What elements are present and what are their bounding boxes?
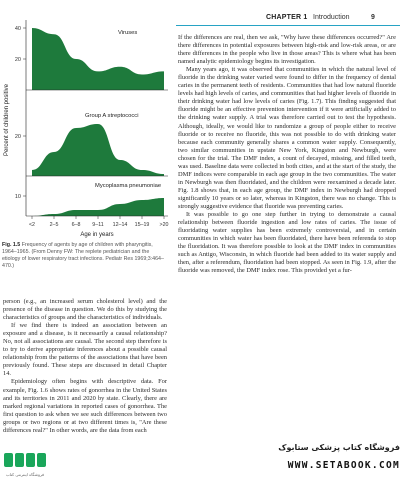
setabook-logo bbox=[2, 450, 48, 480]
area-chart bbox=[0, 0, 172, 242]
right-column bbox=[178, 34, 396, 275]
y-tick-label: 20 bbox=[14, 57, 21, 63]
area-series bbox=[32, 198, 164, 216]
paragraph: It was possible to go one step further in trying to demonstrate a causal relationship between fluoride ingestion and low rates of caries. The issue of fluoridating water supplies has been extremely controversial, and in certain communities in which water has been fluoridated, there have been referenda to stop the fluoridation. It was therefore possible to look at the DMF index in communities such as Antigo, Wisconsin, in which fluoride had been added to its water supply and then, after a referendum, fluoridation had been stopped. As seen in Fig. 1.9, after the fluoride was removed, the DMF index rose. This provided yet a fur- bbox=[178, 211, 396, 275]
series-label: Mycoplasma pneumoniae bbox=[95, 183, 162, 189]
logo-subtitle: فروشگاه اینترنتی کتاب bbox=[5, 472, 45, 477]
brand-url: WWW.SETABOOK.COM bbox=[287, 460, 400, 471]
paragraph: If the differences are real, then we ask, "Why have these differences occurred?" Are there differences in potential exposures between high-risk and low-risk areas, or are there differences in the people who live in those areas? This is where what has been named analytic epidemiology begins its investigation. bbox=[178, 34, 396, 66]
left-column bbox=[3, 298, 167, 435]
x-tick-label: 15–19 bbox=[134, 222, 150, 228]
x-tick-label: <2 bbox=[28, 222, 36, 228]
series-label: Viruses bbox=[118, 30, 138, 36]
x-tick-label: 6–8 bbox=[71, 222, 81, 228]
x-tick-label: 12–14 bbox=[112, 222, 128, 228]
chapter-label: CHAPTER 1 bbox=[266, 14, 308, 21]
y-tick-label: 40 bbox=[14, 26, 21, 32]
page-number: 9 bbox=[371, 14, 375, 21]
x-tick-label: >20 bbox=[159, 222, 169, 228]
figure-caption bbox=[2, 242, 167, 270]
area-series bbox=[32, 124, 164, 176]
y-tick-label: 10 bbox=[14, 194, 21, 200]
header-rule bbox=[176, 25, 400, 26]
paragraph: Many years ago, it was observed that communities in which the natural level of fluoride in the drinking water varied were found to differ in the frequency of dental caries in the permanent teeth of residents. Communities that had low natural fluoride levels had high levels of caries, and communities that had higher levels of fluoride in their drinking water had low levels of caries (Fig. 1.7). This finding suggested that fluoride might be an effective prevention intervention if it were artificially added to the drinking water supply. A trial was therefore carried out to test the hypothesis. Although, ideally, we would like to randomize a group of people either to receive fluoride or to receive no fluoride, this was not possible to do with drinking water because each community generally shares a common water supply. Consequently, two similar communities in upstate New York, Kingston and Newburgh, were chosen for the trial. The DMF index, a count of decayed, missing, and filled teeth, was used. Baseline data were collected in both cities, and at the start of the study, the DMF indices were comparable in each age group in the two communities. The water in Newburgh was then fluoridated, and the children were reexamined a decade later. Fig. 1.8 shows that, in each age group, the DMF index in Newburgh had dropped significantly 10 years or so later, whereas in Kingston, there was no change. This is strongly suggestive evidence that fluoride was preventing caries. bbox=[178, 66, 396, 210]
paragraph: Epidemiology often begins with descriptive data. For example, Fig. 1.6 shows rates of gonorrhea in the United States and its territories in 2011 and 2020 by state. Clearly, there are marked regional variations in reported cases of gonorrhea. The first question to ask when we see such differences between two groups or two regions or at two different times is, "Are these differences real?" In other words, are the data from each bbox=[3, 378, 167, 434]
figure-caption-text: Frequency of agents by age of children with pharyngitis, 1964–1965. (From Denny FW: The replete pediatrician and the etiology of lower respiratory tract infections. Pediatr Res 1969;3:464–470.) bbox=[2, 242, 164, 269]
x-tick-label: 2–5 bbox=[49, 222, 59, 228]
x-axis-title: Age in years bbox=[80, 232, 114, 238]
x-tick-label: 9–11 bbox=[92, 222, 104, 228]
paragraph: person (e.g., an increased serum cholesterol level) and the presence of the disease in question. We do this by studying the characteristics of groups and the characteristics of individuals. bbox=[3, 298, 167, 322]
brand-persian-text: فروشگاه کتاب پزشکی ستابوک bbox=[278, 443, 400, 452]
figure-1-5 bbox=[0, 0, 172, 242]
y-axis-title: Percent of children positive bbox=[4, 83, 10, 157]
area-series bbox=[32, 28, 164, 90]
y-tick-label: 20 bbox=[14, 134, 21, 140]
figure-label: Fig. 1.5 bbox=[2, 242, 21, 248]
series-label: Group A streptococci bbox=[85, 113, 139, 119]
paragraph: If we find there is indeed an association between an exposure and a disease, is it necessarily a causal relationship? No, not all associations are causal. The second step therefore is to try to derive appropriate inferences about a possible causal relationship from the patterns of the associations that have been previously found. These steps are discussed in detail Chapter 14. bbox=[3, 322, 167, 378]
chapter-title: Introduction bbox=[313, 14, 350, 21]
